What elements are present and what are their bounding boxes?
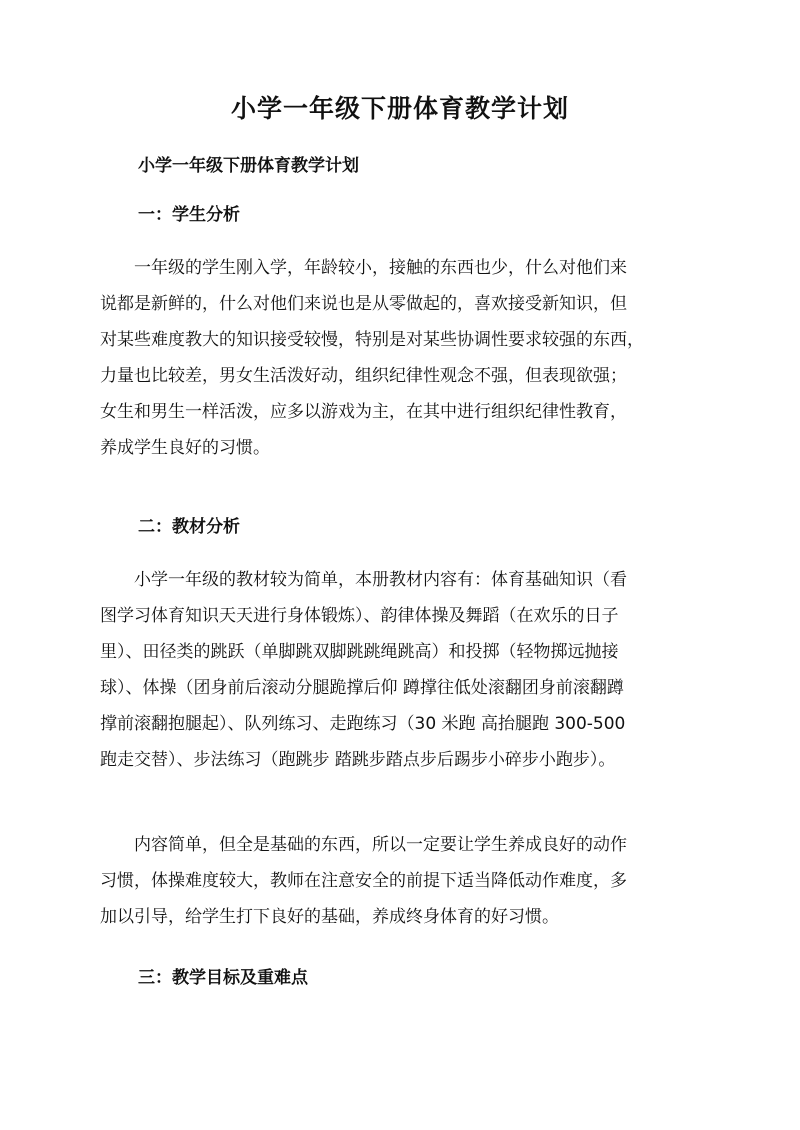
text-line: 女生和男生一样活泼，应多以游戏为主，在其中进行组织纪律性教育，	[100, 402, 627, 422]
page-title: 小学一年级下册体育教学计划	[230, 94, 569, 123]
document-subtitle: 小学一年级下册体育教学计划	[138, 156, 359, 176]
text-line: 说都是新鲜的，什么对他们来说也是从零做起的，喜欢接受新知识，但	[100, 294, 627, 314]
section-heading-student-analysis: 一：学生分析	[138, 205, 240, 225]
text-line: 图学习体育知识天天进行身体锻炼）、韵律体操及舞蹈（在欢乐的日子	[100, 606, 619, 626]
paragraph-material-summary	[100, 827, 705, 935]
text-line: 加以引导，给学生打下良好的基础，养成终身体育的好习惯。	[100, 907, 559, 927]
section-heading-teaching-goals: 三：教学目标及重难点	[138, 968, 308, 988]
text-line: 小学一年级的教材较为简单，本册教材内容有：体育基础知识（看	[100, 570, 627, 590]
text-line: 一年级的学生刚入学，年龄较小，接触的东西也少，什么对他们来	[100, 258, 627, 278]
text-line: 跑走交替）、步法练习（跑跳步 踏跳步踏点步后踢步小碎步小跑步）。	[100, 750, 616, 770]
text-line: 撑前滚翻抱腿起）、队列练习、走跑练习（30 米跑 高抬腿跑 300-500	[100, 714, 626, 734]
paragraph-student-analysis	[100, 250, 705, 466]
text-line: 对某些难度教大的知识接受较慢，特别是对某些协调性要求较强的东西，	[100, 330, 644, 350]
text-line: 内容简单，但全是基础的东西，所以一定要让学生养成良好的动作	[100, 835, 627, 855]
text-line: 习惯，体操难度较大，教师在注意安全的前提下适当降低动作难度，多	[100, 871, 627, 891]
text-line: 里）、田径类的跳跃（单脚跳双脚跳跳绳跳高）和投掷（轻物掷远抛接	[100, 642, 619, 662]
section-heading-material-analysis: 二：教材分析	[138, 517, 240, 537]
text-line: 球）、体操（团身前后滚动分腿跪撑后仰 蹲撑往低处滚翻团身前滚翻蹲	[100, 678, 624, 698]
text-line: 力量也比较差，男女生活泼好动，组织纪律性观念不强，但表现欲强；	[100, 366, 627, 386]
text-line: 养成学生良好的习惯。	[100, 438, 270, 458]
paragraph-material-analysis	[100, 562, 705, 778]
